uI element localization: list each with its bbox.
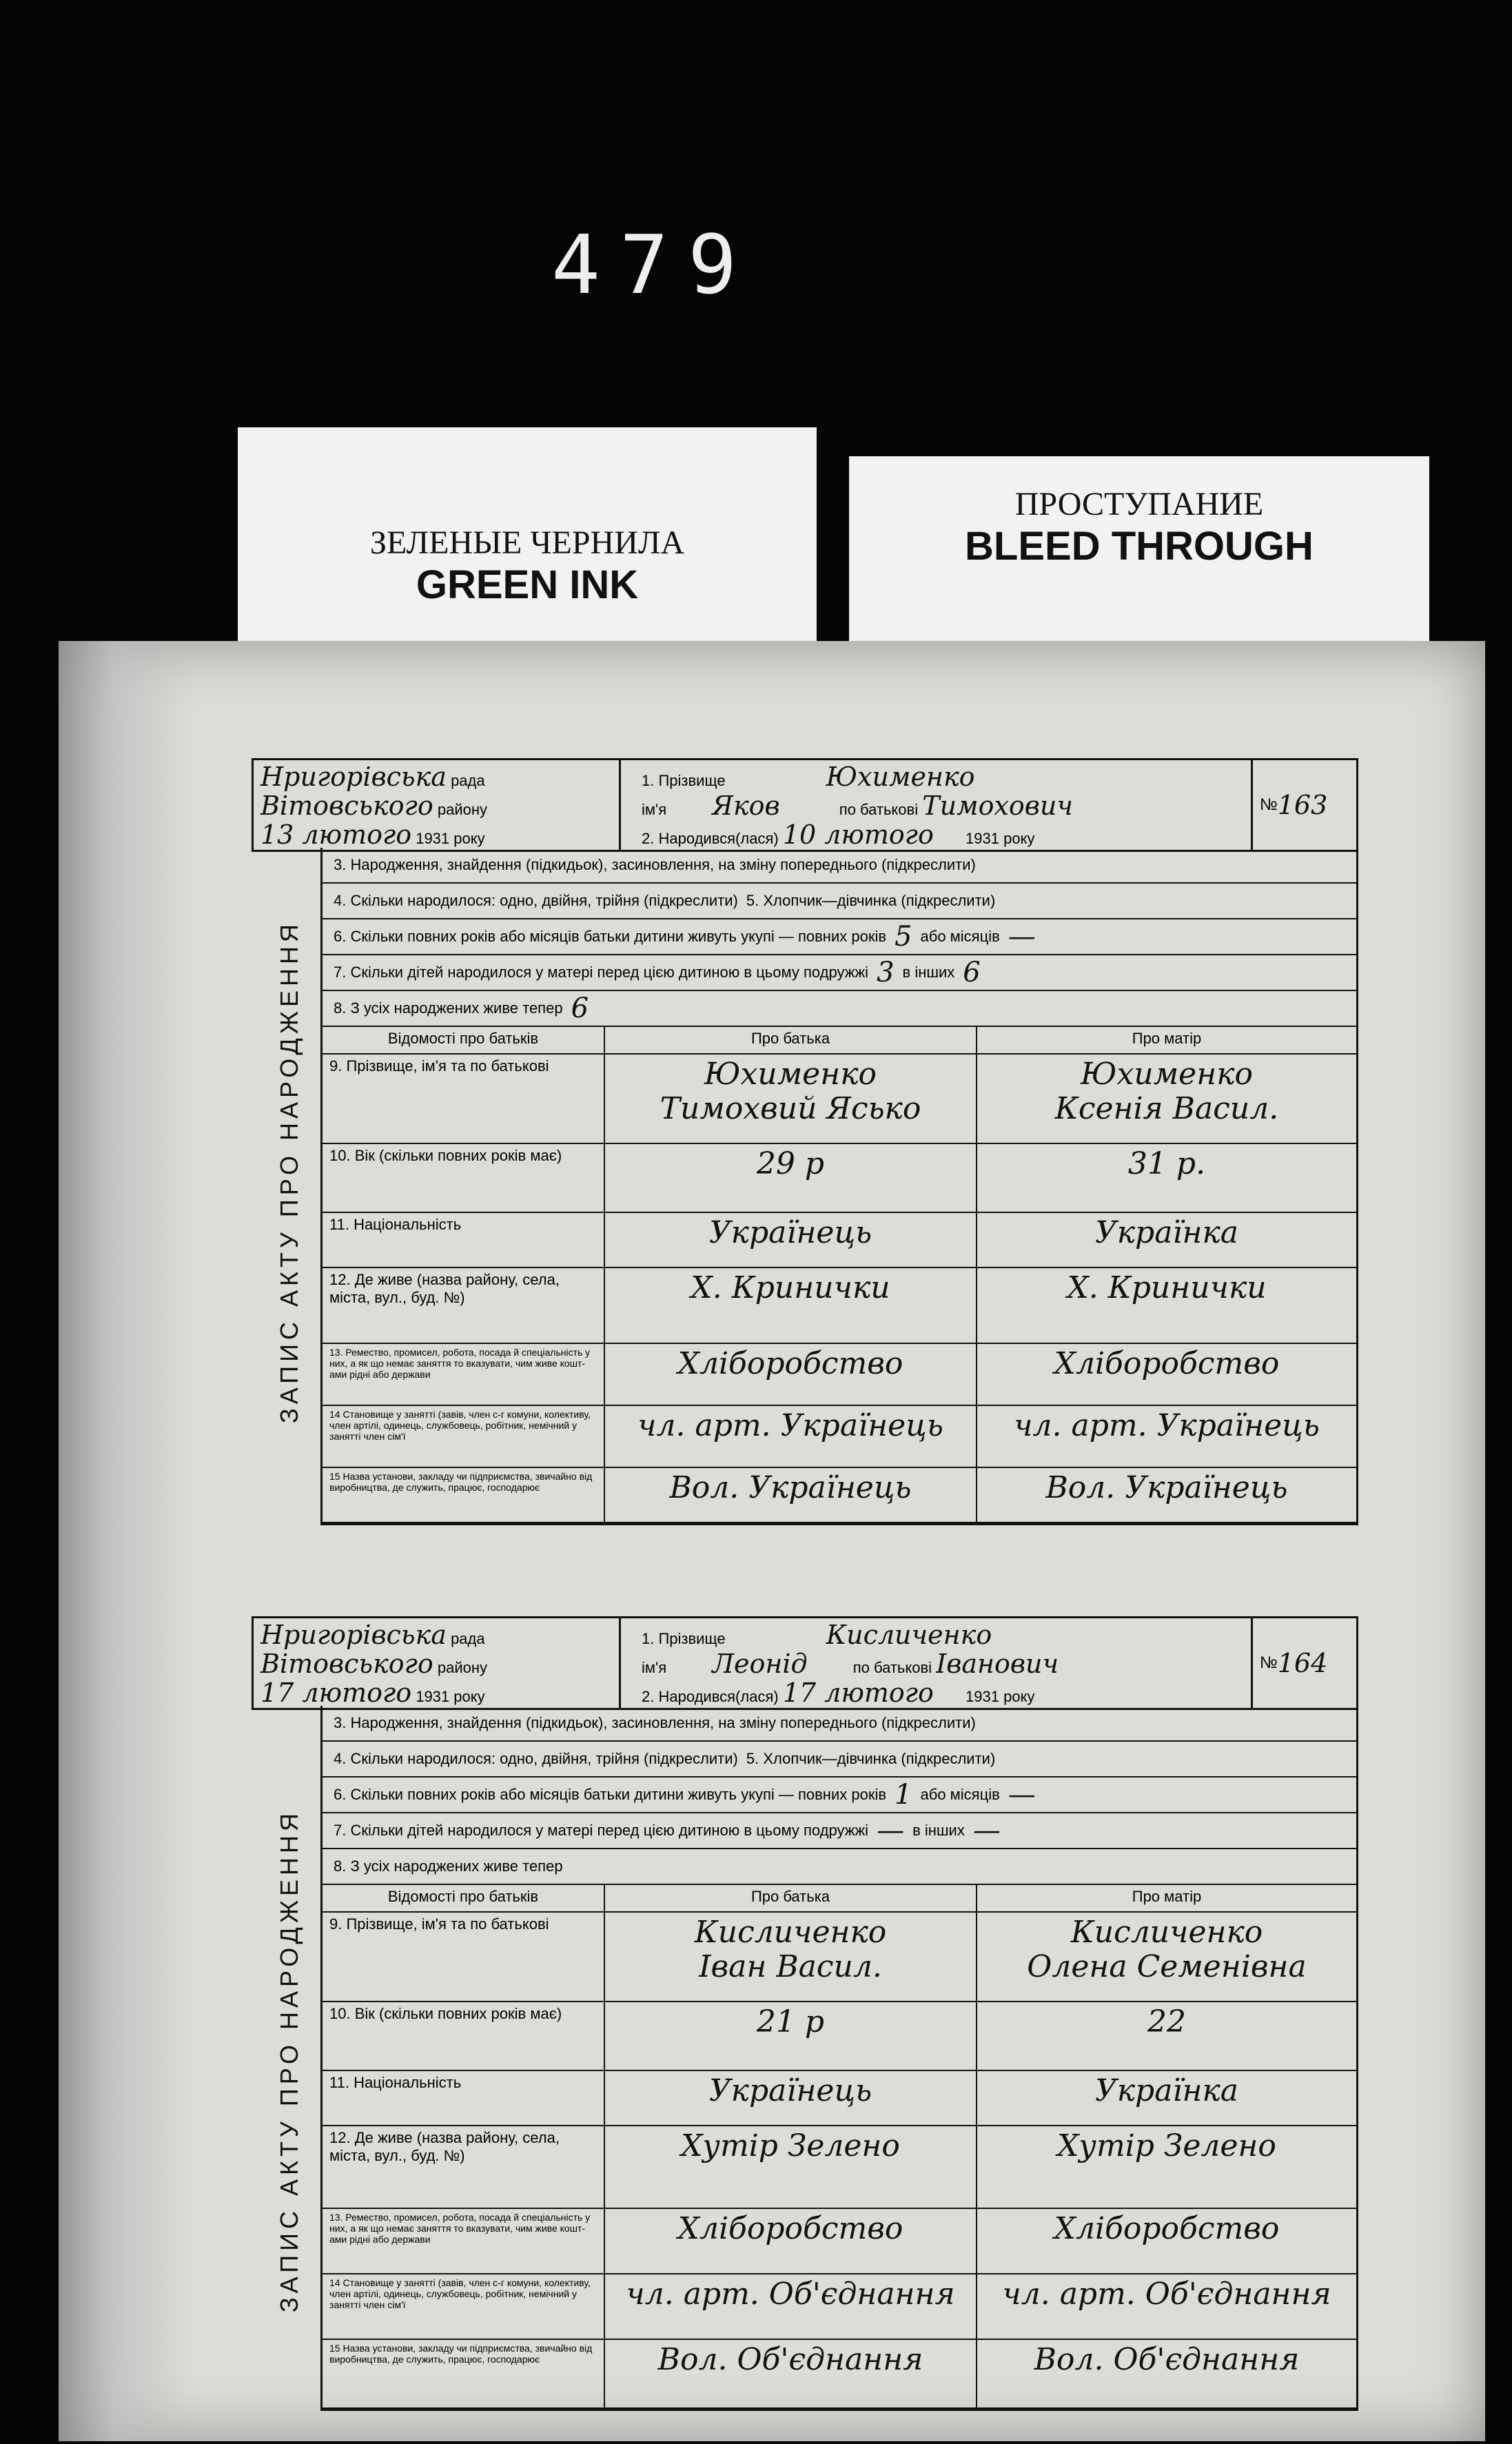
mother-institution <box>977 1468 1356 1523</box>
mother-residence <box>977 1268 1356 1344</box>
mother-nationality-value: Українка <box>1094 1215 1239 1250</box>
mother-given-names: Ксенія Васил. <box>1054 1091 1279 1126</box>
alive-count: 6 <box>571 992 589 1024</box>
father-position-value: чл. арт. Українець <box>637 1408 943 1443</box>
years-together: 1 <box>895 1779 912 1811</box>
registry-office-block <box>254 760 621 850</box>
bleed-through-label <box>849 456 1429 641</box>
field-4-label: 4. Скільки народилося: одно, двійня, трійня (підкреслити) <box>334 892 738 909</box>
father-age <box>605 2002 977 2071</box>
record-number-prefix: № <box>1260 1653 1278 1672</box>
field-9-label: 9. Прізвище, ім'я та по батькові <box>323 1055 605 1144</box>
field-7-other-label: в інших <box>912 1822 965 1839</box>
field-15-label: 15 Назва установи, закладу чи підприємства, звичайно від виробництва, де служить, працює, господарює <box>323 2340 605 2409</box>
mother-position <box>977 2274 1356 2340</box>
field-12-label: 12. Де живе (назва району, села, міста, вул., буд. №) <box>323 1268 605 1344</box>
birth-record <box>190 758 1361 1505</box>
field-14-label: 14 Становище у занятті (завів, член с-г комуни, колективу, член артілі, одинець, службовець, робітник, немічний у занятті член сім'ї <box>323 1406 605 1468</box>
field-8 <box>323 991 1356 1027</box>
field-7-label: 7. Скільки дітей народилося у матері перед цією дитиною в цьому подружжі <box>334 1822 869 1839</box>
surname-label: 1. Прізвище <box>642 1630 726 1647</box>
surname-value: Юхименко <box>826 762 975 792</box>
year-label: року <box>453 830 485 847</box>
mother-nationality <box>977 2071 1356 2126</box>
father-institution-value: Вол. Українець <box>669 1470 912 1505</box>
worn-paper-edge <box>59 641 196 2441</box>
field-8-label: 8. З усіх народжених живе тепер <box>334 999 563 1017</box>
patronymic-label: по батькові <box>839 801 919 818</box>
field-8-label: 8. З усіх народжених живе тепер <box>334 1857 563 1875</box>
mother-residence-value: Хутір Зелено <box>1057 2128 1276 2163</box>
mother-age <box>977 1144 1356 1213</box>
year-label: року <box>453 1688 485 1705</box>
mother-institution-value: Вол. Об'єднання <box>1034 2342 1300 2377</box>
registry-office-block <box>254 1618 621 1708</box>
mother-residence <box>977 2126 1356 2209</box>
field-9-label: 9. Прізвище, ім'я та по батькові <box>323 1913 605 2002</box>
green-ink-label-en: GREEN INK <box>416 562 639 607</box>
patronymic-value: Тимохович <box>922 791 1073 821</box>
year-prefix: 193 <box>416 1688 441 1705</box>
father-nationality-value: Українець <box>708 2073 872 2108</box>
birth-year-prefix: 193 <box>966 830 991 847</box>
field-7-label: 7. Скільки дітей народилося у матері перед цією дитиною в цьому подружжі <box>334 964 869 981</box>
father-occupation-value: Хліборобство <box>677 1346 903 1381</box>
patronymic-label: по батькові <box>852 1659 932 1676</box>
side-title <box>258 848 320 1496</box>
mother-age-value: 22 <box>1147 2004 1186 2039</box>
children-before: 3 <box>877 957 895 988</box>
father-occupation <box>605 1344 977 1406</box>
father-residence-value: Х. Кринички <box>691 1270 890 1305</box>
field-6-months-label: або місяців <box>920 928 1000 945</box>
father-institution-value: Вол. Об'єднання <box>657 2342 923 2377</box>
birth-date-value: 10 лютого <box>782 819 934 850</box>
field-3 <box>323 848 1356 884</box>
birth-year-label: року <box>1003 830 1035 847</box>
mother-institution <box>977 2340 1356 2409</box>
record-number: 163 <box>1277 790 1328 820</box>
father-position <box>605 2274 977 2340</box>
side-title <box>258 1706 320 2416</box>
mother-name <box>977 1055 1356 1144</box>
mother-name <box>977 1913 1356 2002</box>
mother-surname: Кисличенко <box>1070 1915 1263 1950</box>
father-surname: Юхименко <box>704 1057 877 1092</box>
birth-label: 2. Народився(лася) <box>642 1688 779 1705</box>
father-name <box>605 1055 977 1144</box>
field-7 <box>323 1813 1356 1849</box>
children-other: — <box>972 1815 1001 1846</box>
registration-date: 17 лютого <box>260 1678 412 1708</box>
field-6 <box>323 919 1356 955</box>
birth-date-value: 17 лютого <box>782 1678 934 1708</box>
field-11-label: 11. Національність <box>323 2071 605 2126</box>
field-7-other-label: в інших <box>902 964 955 981</box>
field-13-label: 13. Ремество, промисел, робота, посада й спеціальність у них, а як що немає заняття то вказувати, чим живе коштами рідні або держави <box>323 2209 605 2274</box>
father-given-names: Тимохвий Ясько <box>660 1091 921 1126</box>
father-name <box>605 1913 977 2002</box>
father-nationality <box>605 2071 977 2126</box>
record-number-box <box>1251 760 1356 850</box>
father-nationality <box>605 1213 977 1268</box>
parents-table <box>323 1027 1356 1523</box>
mother-surname: Юхименко <box>1081 1057 1253 1092</box>
mother-position <box>977 1406 1356 1468</box>
parents-header: Відомості про батьків <box>323 1027 605 1055</box>
field-6-label: 6. Скільки повних років або місяців батьки дитини живуть укупі — повних років <box>334 928 887 945</box>
first-name-label: ім'я <box>642 801 667 818</box>
mother-nationality-value: Українка <box>1094 2073 1239 2108</box>
registration-date: 13 лютого <box>260 819 412 850</box>
field-13-label: 13. Ремество, промисел, робота, посада й спеціальність у них, а як що немає заняття то вказувати, чим живе коштами рідні або держави <box>323 1344 605 1406</box>
children-before: — <box>877 1815 905 1846</box>
rada-label: рада <box>451 1630 485 1647</box>
raion-label: району <box>437 1659 488 1676</box>
green-ink-label <box>238 427 817 641</box>
parents-header: Відомості про батьків <box>323 1885 605 1913</box>
field-5-label: 5. Хлопчик—дівчинка (підкреслити) <box>746 892 996 909</box>
field-5-label: 5. Хлопчик—дівчинка (підкреслити) <box>746 1750 996 1767</box>
record-number-prefix: № <box>1260 795 1278 814</box>
year-value: 1 <box>440 1688 450 1705</box>
first-name-label: ім'я <box>642 1659 667 1676</box>
rada-value: Нригорівськa <box>260 1620 447 1650</box>
mother-occupation-value: Хліборобство <box>1054 1346 1280 1381</box>
field-8 <box>323 1849 1356 1885</box>
father-institution <box>605 1468 977 1523</box>
field-12-label: 12. Де живе (назва району, села, міста, вул., буд. №) <box>323 2126 605 2209</box>
birth-year-value: 1 <box>990 1688 999 1705</box>
surname-label: 1. Прізвище <box>642 772 726 789</box>
field-4-label: 4. Скільки народилося: одно, двійня, трійня (підкреслити) <box>334 1750 738 1767</box>
field-4-5 <box>323 1742 1356 1778</box>
first-name-value: Яков <box>712 791 780 821</box>
field-6-months-label: або місяців <box>920 1786 1000 1803</box>
field-7 <box>323 955 1356 991</box>
father-nationality-value: Українець <box>708 1215 872 1250</box>
first-name-value: Леонід <box>712 1649 808 1679</box>
mother-occupation-value: Хліборобство <box>1054 2211 1280 2246</box>
rada-label: рада <box>451 772 485 789</box>
mother-given-names: Олена Семенівна <box>1027 1949 1307 1984</box>
record-number: 164 <box>1277 1648 1328 1678</box>
mother-position-value: чл. арт. Українець <box>1014 1408 1320 1443</box>
father-institution <box>605 2340 977 2409</box>
birth-record <box>190 1616 1361 2416</box>
father-position-value: чл. арт. Об'єднання <box>626 2277 955 2312</box>
mother-occupation <box>977 2209 1356 2274</box>
father-given-names: Іван Васил. <box>699 1949 882 1984</box>
child-identity-block <box>621 760 1251 850</box>
record-body <box>320 848 1358 1525</box>
child-identity-block <box>621 1618 1251 1708</box>
raion-value: Вітовського <box>260 1649 433 1679</box>
father-residence-value: Хутір Зелено <box>681 2128 900 2163</box>
surname-value: Кисличенко <box>826 1620 992 1650</box>
record-body <box>320 1706 1358 2411</box>
field-3-label: 3. Народження, знайдення (підкидьок), засиновлення, на зміну попереднього (підкреслити) <box>334 1714 976 1731</box>
mother-nationality <box>977 1213 1356 1268</box>
mother-residence-value: Х. Кринички <box>1067 1270 1267 1305</box>
father-position <box>605 1406 977 1468</box>
parents-table <box>323 1885 1356 2409</box>
mother-occupation <box>977 1344 1356 1406</box>
father-age-value: 29 р <box>756 1146 825 1181</box>
record-header <box>252 758 1358 852</box>
side-title-text: ЗАПИС АКТУ ПРО НАРОДЖЕННЯ <box>275 919 303 1424</box>
birth-year-value: 1 <box>990 830 999 847</box>
bleed-through-label-en: BLEED THROUGH <box>965 524 1314 569</box>
mother-header: Про матір <box>977 1027 1356 1055</box>
father-header: Про батька <box>605 1885 977 1913</box>
father-age <box>605 1144 977 1213</box>
year-value: 1 <box>440 830 450 847</box>
father-residence <box>605 2126 977 2209</box>
field-4-5 <box>323 884 1356 919</box>
months-together: — <box>1008 921 1036 953</box>
mother-age-value: 31 р. <box>1127 1146 1206 1181</box>
page-number: 479 <box>551 217 757 312</box>
patronymic-value: Іванович <box>936 1649 1059 1679</box>
field-6 <box>323 1778 1356 1813</box>
field-6-label: 6. Скільки повних років або місяців батьки дитини живуть укупі — повних років <box>334 1786 887 1803</box>
father-age-value: 21 р <box>756 2004 825 2039</box>
green-ink-label-ru: ЗЕЛЕНЫЕ ЧЕРНИЛА <box>369 525 685 561</box>
father-occupation <box>605 2209 977 2274</box>
mother-header: Про матір <box>977 1885 1356 1913</box>
father-surname: Кисличенко <box>694 1915 887 1950</box>
record-number-box <box>1251 1618 1356 1708</box>
field-10-label: 10. Вік (скільки повних років має) <box>323 2002 605 2071</box>
raion-label: району <box>437 801 488 818</box>
father-header: Про батька <box>605 1027 977 1055</box>
years-together: 5 <box>895 921 912 953</box>
father-residence <box>605 1268 977 1344</box>
months-together: — <box>1008 1779 1036 1811</box>
mother-institution-value: Вол. Українець <box>1045 1470 1288 1505</box>
field-14-label: 14 Становище у занятті (завів, член с-г комуни, колективу, член артілі, одинець, службовець, робітник, немічний у занятті член сім'ї <box>323 2274 605 2340</box>
birth-year-prefix: 193 <box>966 1688 991 1705</box>
bleed-through-label-ru: ПРОСТУПАНИЕ <box>1014 486 1264 522</box>
father-occupation-value: Хліборобство <box>677 2211 903 2246</box>
field-11-label: 11. Національність <box>323 1213 605 1268</box>
birth-year-label: року <box>1003 1688 1035 1705</box>
record-header <box>252 1616 1358 1710</box>
field-3-label: 3. Народження, знайдення (підкидьок), засиновлення, на зміну попереднього (підкреслити) <box>334 856 976 873</box>
field-15-label: 15 Назва установи, закладу чи підприємства, звичайно від виробництва, де служить, працює, господарює <box>323 1468 605 1523</box>
children-other: 6 <box>963 957 981 988</box>
raion-value: Вітовського <box>260 791 433 821</box>
mother-position-value: чл. арт. Об'єднання <box>1002 2277 1331 2312</box>
field-3 <box>323 1706 1356 1742</box>
mother-age <box>977 2002 1356 2071</box>
birth-label: 2. Народився(лася) <box>642 830 779 847</box>
field-10-label: 10. Вік (скільки повних років має) <box>323 1144 605 1213</box>
side-title-text: ЗАПИС АКТУ ПРО НАРОДЖЕННЯ <box>275 1809 303 2313</box>
year-prefix: 193 <box>416 830 441 847</box>
rada-value: Нригорівськa <box>260 762 447 792</box>
